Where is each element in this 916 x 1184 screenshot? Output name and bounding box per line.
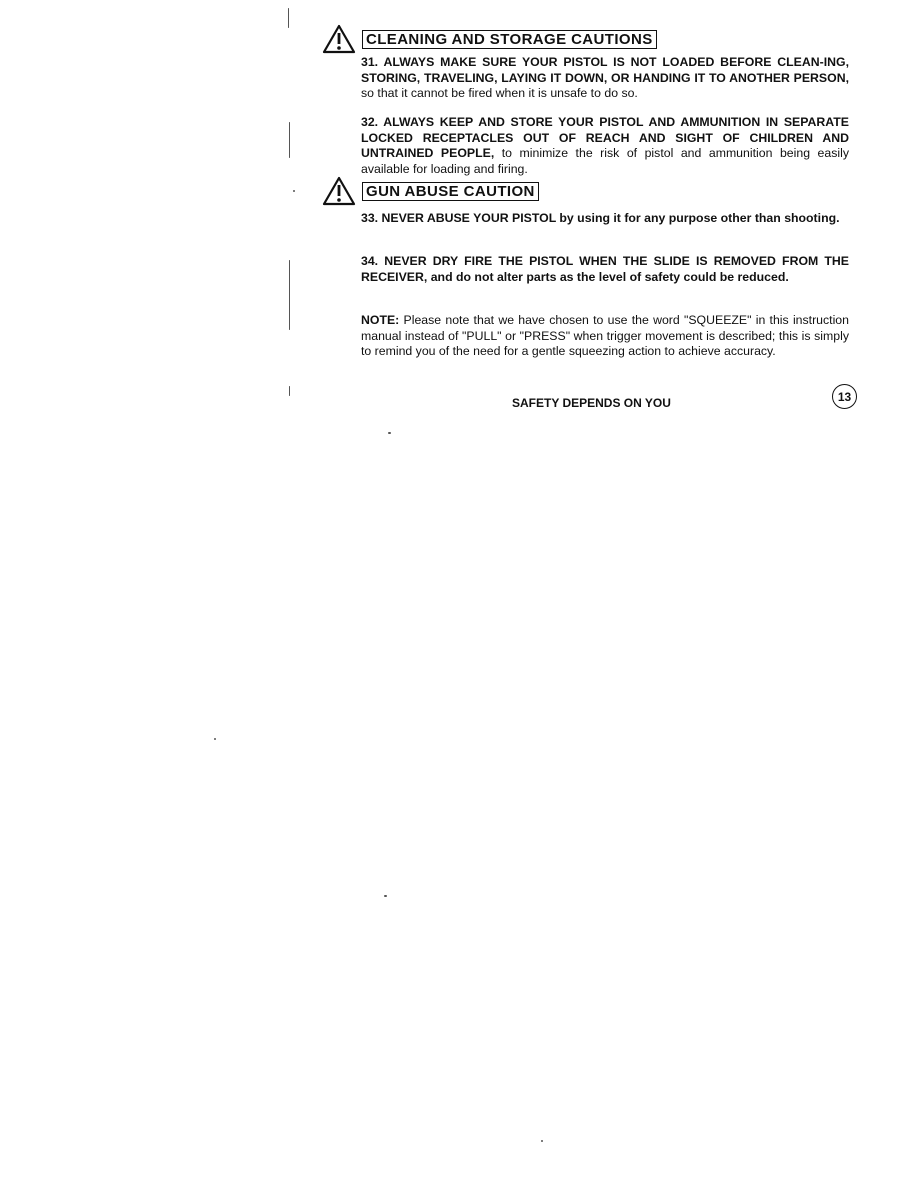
caution-item-text: and do not alter parts as the level of safety could be reduced. xyxy=(427,269,789,284)
section-heading-cleaning xyxy=(322,24,657,54)
warning-triangle-icon xyxy=(322,24,356,54)
caution-item-text: by using it for any purpose other than shooting. xyxy=(556,211,840,225)
scan-speck xyxy=(293,190,295,192)
scan-speck xyxy=(388,432,391,434)
scan-speck xyxy=(289,260,290,330)
scan-speck xyxy=(289,122,290,158)
scan-speck xyxy=(214,738,216,740)
section-heading-text: CLEANING AND STORAGE CAUTIONS xyxy=(362,30,657,49)
caution-item-text: so that it cannot be fired when it is unsafe to do so. xyxy=(361,86,638,100)
scan-speck xyxy=(384,895,387,897)
caution-item-text: to minimize the risk of pistol and ammunition being easily available for loading and firing. xyxy=(361,146,849,176)
scan-speck xyxy=(288,8,289,28)
caution-item-34 xyxy=(361,254,849,285)
caution-item-32 xyxy=(361,115,849,177)
section-heading-text: GUN ABUSE CAUTION xyxy=(362,182,539,201)
note-text: Please note that we have chosen to use the word "SQUEEZE" in this instruction manual instead of "PULL" or "PRESS" when trigger movement is described; this is simply to remind you of the need for a gentle squeezing action to achieve accuracy. xyxy=(361,313,849,358)
page-number: 13 xyxy=(832,384,857,409)
scan-speck xyxy=(289,386,290,396)
warning-triangle-icon xyxy=(322,176,356,206)
caution-item-lead: 31. ALWAYS MAKE SURE YOUR PISTOL IS NOT LOADED BEFORE CLEAN-ING, STORING, TRAVELING, LAYING IT DOWN, OR HANDING IT TO ANOTHER PERSON, xyxy=(361,55,849,85)
caution-item-lead: 34. NEVER DRY FIRE THE PISTOL WHEN THE SLIDE IS REMOVED FROM THE RECEIVER, xyxy=(361,254,849,284)
caution-item-lead: 33. NEVER ABUSE YOUR PISTOL xyxy=(361,211,556,225)
footer-slogan: SAFETY DEPENDS ON YOU xyxy=(512,396,671,410)
caution-item-31 xyxy=(361,55,849,102)
section-heading-gun-abuse xyxy=(322,176,539,206)
caution-item-33 xyxy=(361,211,849,227)
caution-item-lead: 32. ALWAYS KEEP AND STORE YOUR PISTOL AND AMMUNITION IN SEPARATE LOCKED RECEPTACLES OUT OF REACH AND SIGHT OF CHILDREN AND UNTRAINED PEOPLE, xyxy=(361,115,849,160)
note-label: NOTE: xyxy=(361,313,400,327)
scan-speck xyxy=(541,1140,543,1142)
note-paragraph xyxy=(361,313,849,360)
